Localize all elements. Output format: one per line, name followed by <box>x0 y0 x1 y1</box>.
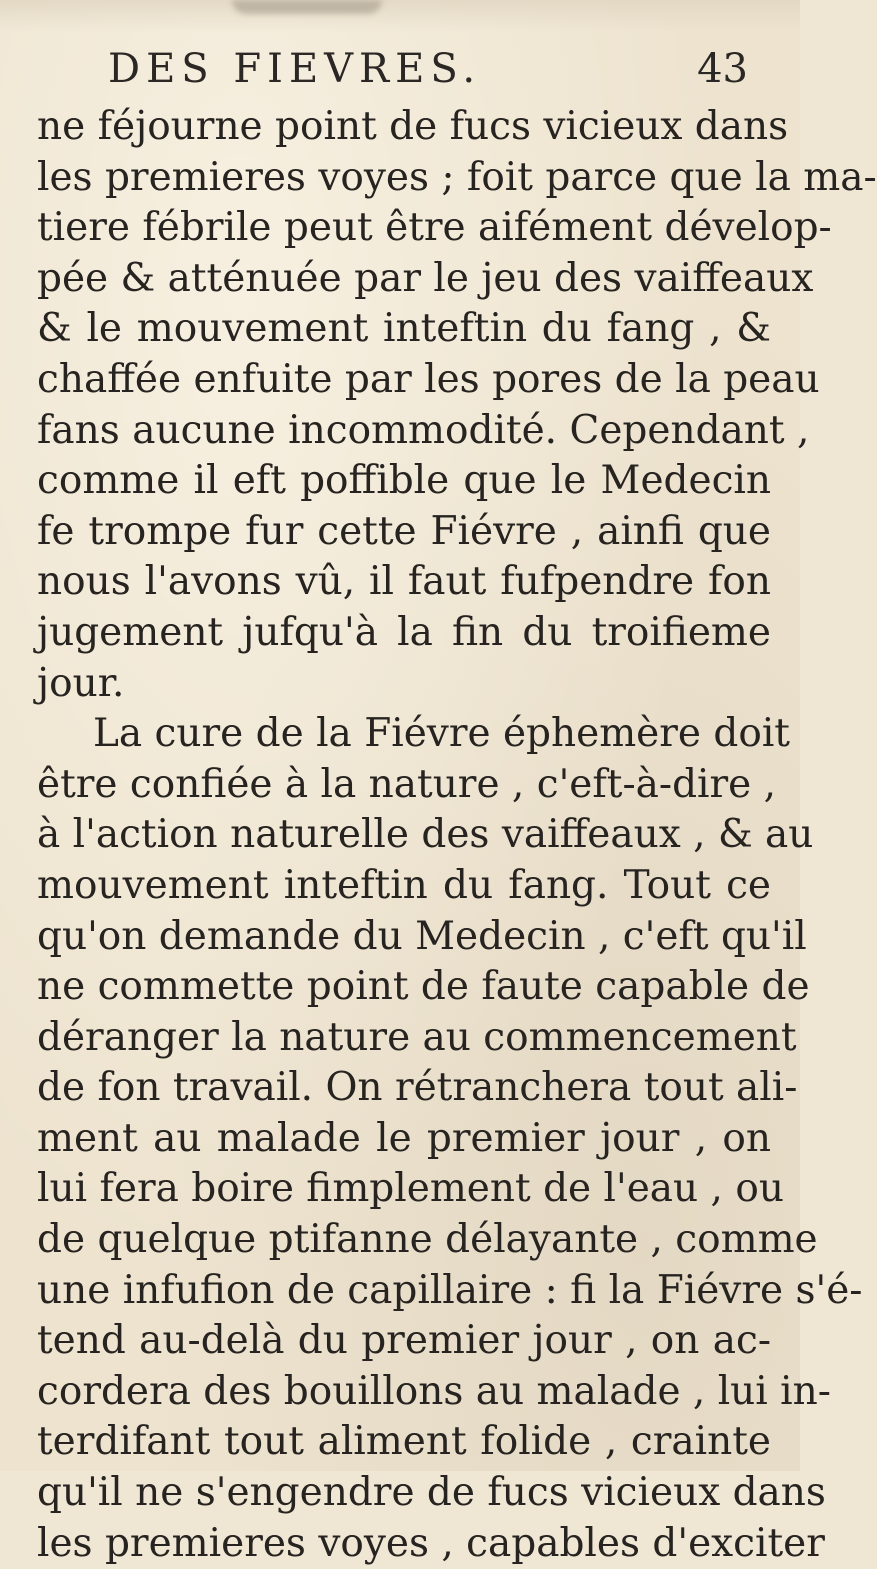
text-line: jugement jufqu'à la fin du troifieme <box>37 609 771 655</box>
text-line: déranger la nature au commencement <box>37 1014 797 1060</box>
text-line: qu'on demande du Medecin , c'eft qu'il <box>37 913 807 959</box>
text-line: à l'action naturelle des vaiffeaux , & au <box>37 812 814 858</box>
text-line: les premieres voyes , capables d'exciter <box>37 1520 825 1566</box>
text-line: chaffée enfuite par les pores de la peau <box>37 356 820 402</box>
text-line: comme il eft poffible que le Medecin <box>37 458 771 504</box>
text-line: une infufion de capillaire : fi la Fiévre s'é- <box>37 1267 863 1313</box>
paragraph-start-line: La cure de la Fiévre éphemère doit <box>93 711 790 757</box>
text-line: ne commette point de faute capable de <box>37 964 810 1010</box>
text-line: terdifant tout aliment folide , crainte <box>37 1419 771 1465</box>
text-line: tend au-delà du premier jour , on ac- <box>37 1318 771 1364</box>
page-header <box>70 38 748 100</box>
text-line: ne féjourne point de fucs vicieux dans <box>37 104 789 149</box>
text-line: lui fera boire fimplement de l'eau , ou <box>37 1166 784 1212</box>
text-line: tiere fébrile peut être aifément dévelop- <box>37 205 832 251</box>
page-top-shadow <box>0 0 800 32</box>
text-line: fans aucune incommodité. Cependant , <box>37 407 810 453</box>
text-line: être confiée à la nature , c'eft-à-dire , <box>37 761 777 807</box>
body-text <box>37 102 877 1569</box>
text-line: & le mouvement inteftin du fang , & <box>37 306 771 352</box>
text-line: de fon travail. On rétranchera tout ali- <box>37 1065 798 1111</box>
text-line: fe trompe fur cette Fiévre , ainfi que <box>37 508 771 554</box>
text-line: nous l'avons vû, il faut fufpendre fon <box>37 559 771 605</box>
text-line: cordera des bouillons au malade , lui in- <box>37 1368 831 1414</box>
text-line: ment au malade le premier jour , on <box>37 1115 771 1161</box>
running-head: DES FIEVRES. <box>108 46 482 92</box>
ink-bleed-mark <box>232 0 382 14</box>
text-line: pée & atténuée par le jeu des vaiffeaux <box>37 255 814 301</box>
paragraph-end-line: jour. <box>37 660 125 706</box>
text-line: mouvement inteftin du fang. Tout ce <box>37 862 771 908</box>
text-line: qu'il ne s'engendre de fucs vicieux dans <box>37 1470 826 1516</box>
text-line: les premieres voyes ; foit parce que la ma- <box>37 154 877 200</box>
text-line: de quelque ptifanne délayante , comme <box>37 1217 818 1263</box>
page-number: 43 <box>697 46 748 92</box>
